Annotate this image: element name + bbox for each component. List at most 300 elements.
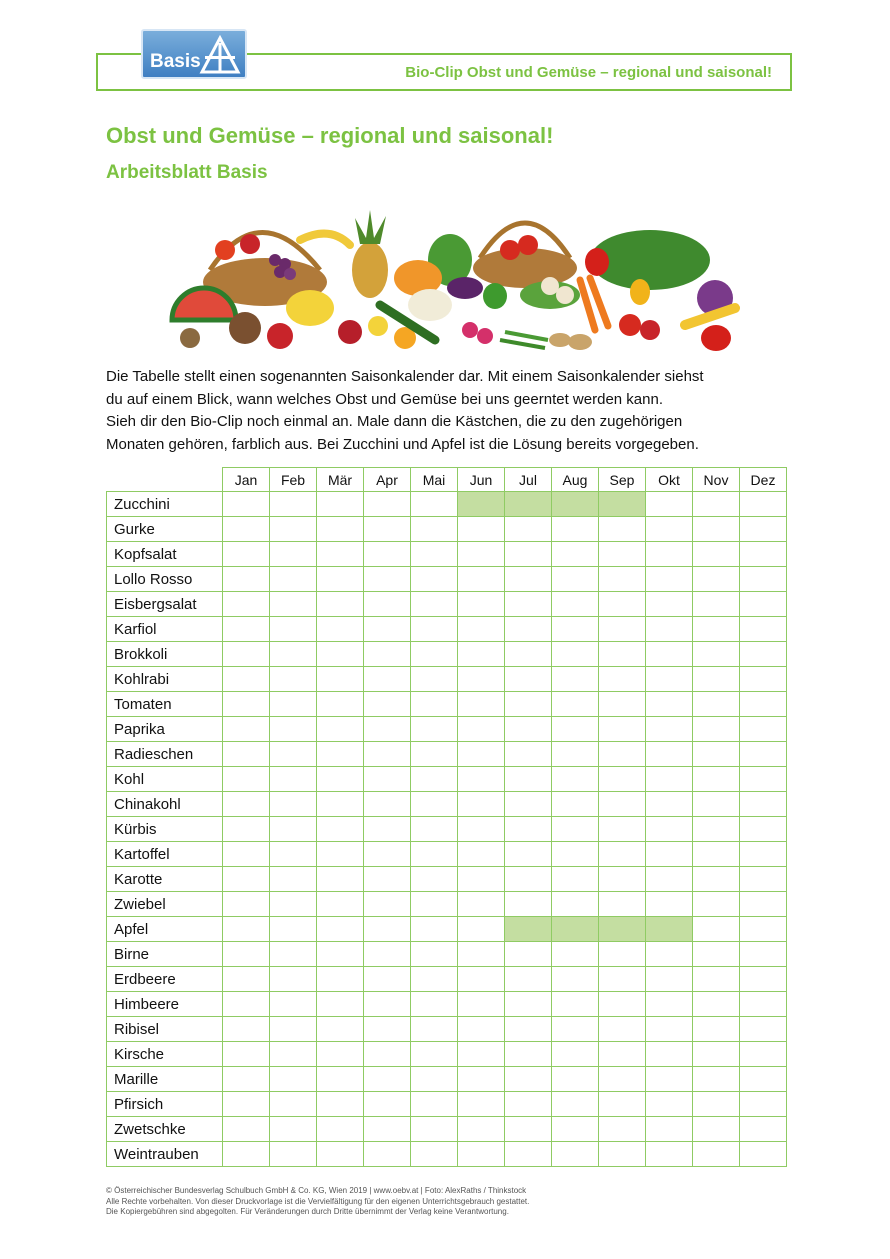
month-cell[interactable]: [599, 917, 646, 942]
month-cell[interactable]: [646, 692, 693, 717]
month-cell[interactable]: [458, 792, 505, 817]
month-cell[interactable]: [223, 992, 270, 1017]
month-cell[interactable]: [364, 692, 411, 717]
month-cell[interactable]: [646, 742, 693, 767]
month-cell[interactable]: [411, 992, 458, 1017]
month-cell[interactable]: [364, 892, 411, 917]
month-cell[interactable]: [740, 717, 787, 742]
month-cell[interactable]: [270, 1042, 317, 1067]
month-cell[interactable]: [740, 517, 787, 542]
month-cell[interactable]: [646, 1092, 693, 1117]
month-cell[interactable]: [599, 892, 646, 917]
month-cell[interactable]: [552, 1092, 599, 1117]
month-cell[interactable]: [270, 1117, 317, 1142]
month-cell[interactable]: [740, 792, 787, 817]
month-cell[interactable]: [693, 567, 740, 592]
month-cell[interactable]: [317, 1067, 364, 1092]
month-cell[interactable]: [411, 842, 458, 867]
month-cell[interactable]: [505, 717, 552, 742]
month-cell[interactable]: [646, 792, 693, 817]
month-cell[interactable]: [740, 1117, 787, 1142]
month-cell[interactable]: [458, 567, 505, 592]
month-cell[interactable]: [693, 1042, 740, 1067]
month-cell[interactable]: [552, 892, 599, 917]
month-cell[interactable]: [364, 517, 411, 542]
month-cell[interactable]: [270, 992, 317, 1017]
month-cell[interactable]: [693, 917, 740, 942]
month-cell[interactable]: [505, 967, 552, 992]
month-cell[interactable]: [270, 667, 317, 692]
month-cell[interactable]: [693, 1067, 740, 1092]
month-cell[interactable]: [505, 742, 552, 767]
month-cell[interactable]: [693, 617, 740, 642]
month-cell[interactable]: [646, 867, 693, 892]
month-cell[interactable]: [411, 542, 458, 567]
month-cell[interactable]: [223, 942, 270, 967]
month-cell[interactable]: [505, 767, 552, 792]
month-cell[interactable]: [693, 792, 740, 817]
month-cell[interactable]: [270, 767, 317, 792]
month-cell[interactable]: [458, 767, 505, 792]
month-cell[interactable]: [223, 667, 270, 692]
month-cell[interactable]: [505, 692, 552, 717]
month-cell[interactable]: [599, 517, 646, 542]
month-cell[interactable]: [411, 817, 458, 842]
month-cell[interactable]: [505, 992, 552, 1017]
month-cell[interactable]: [270, 692, 317, 717]
month-cell[interactable]: [599, 767, 646, 792]
month-cell[interactable]: [740, 967, 787, 992]
month-cell[interactable]: [364, 592, 411, 617]
month-cell[interactable]: [646, 642, 693, 667]
month-cell[interactable]: [505, 517, 552, 542]
month-cell[interactable]: [505, 942, 552, 967]
month-cell[interactable]: [693, 742, 740, 767]
month-cell[interactable]: [599, 992, 646, 1017]
month-cell[interactable]: [552, 1117, 599, 1142]
month-cell[interactable]: [599, 642, 646, 667]
month-cell[interactable]: [270, 592, 317, 617]
month-cell[interactable]: [364, 867, 411, 892]
month-cell[interactable]: [599, 667, 646, 692]
month-cell[interactable]: [223, 492, 270, 517]
month-cell[interactable]: [646, 967, 693, 992]
month-cell[interactable]: [411, 792, 458, 817]
month-cell[interactable]: [411, 742, 458, 767]
month-cell[interactable]: [411, 692, 458, 717]
month-cell[interactable]: [411, 1042, 458, 1067]
month-cell[interactable]: [411, 892, 458, 917]
month-cell[interactable]: [411, 592, 458, 617]
month-cell[interactable]: [693, 767, 740, 792]
month-cell[interactable]: [458, 1067, 505, 1092]
month-cell[interactable]: [364, 917, 411, 942]
month-cell[interactable]: [740, 842, 787, 867]
month-cell[interactable]: [364, 667, 411, 692]
month-cell[interactable]: [552, 692, 599, 717]
month-cell[interactable]: [552, 1017, 599, 1042]
month-cell[interactable]: [223, 892, 270, 917]
month-cell[interactable]: [270, 717, 317, 742]
month-cell[interactable]: [270, 892, 317, 917]
month-cell[interactable]: [411, 492, 458, 517]
month-cell[interactable]: [552, 792, 599, 817]
month-cell[interactable]: [223, 792, 270, 817]
month-cell[interactable]: [317, 692, 364, 717]
month-cell[interactable]: [223, 517, 270, 542]
month-cell[interactable]: [552, 642, 599, 667]
month-cell[interactable]: [458, 692, 505, 717]
month-cell[interactable]: [223, 542, 270, 567]
month-cell[interactable]: [317, 517, 364, 542]
month-cell[interactable]: [646, 917, 693, 942]
month-cell[interactable]: [646, 617, 693, 642]
month-cell[interactable]: [411, 1067, 458, 1092]
month-cell[interactable]: [693, 992, 740, 1017]
month-cell[interactable]: [552, 517, 599, 542]
month-cell[interactable]: [458, 842, 505, 867]
month-cell[interactable]: [270, 517, 317, 542]
month-cell[interactable]: [458, 967, 505, 992]
month-cell[interactable]: [599, 792, 646, 817]
month-cell[interactable]: [693, 892, 740, 917]
month-cell[interactable]: [270, 942, 317, 967]
month-cell[interactable]: [411, 667, 458, 692]
month-cell[interactable]: [458, 642, 505, 667]
month-cell[interactable]: [505, 792, 552, 817]
month-cell[interactable]: [458, 717, 505, 742]
month-cell[interactable]: [223, 1117, 270, 1142]
month-cell[interactable]: [270, 567, 317, 592]
month-cell[interactable]: [505, 892, 552, 917]
month-cell[interactable]: [740, 692, 787, 717]
month-cell[interactable]: [317, 542, 364, 567]
month-cell[interactable]: [599, 617, 646, 642]
month-cell[interactable]: [364, 617, 411, 642]
month-cell[interactable]: [458, 492, 505, 517]
month-cell[interactable]: [505, 617, 552, 642]
month-cell[interactable]: [317, 1042, 364, 1067]
month-cell[interactable]: [693, 842, 740, 867]
month-cell[interactable]: [270, 1067, 317, 1092]
month-cell[interactable]: [458, 667, 505, 692]
month-cell[interactable]: [223, 742, 270, 767]
month-cell[interactable]: [646, 517, 693, 542]
month-cell[interactable]: [317, 992, 364, 1017]
month-cell[interactable]: [270, 917, 317, 942]
month-cell[interactable]: [317, 892, 364, 917]
month-cell[interactable]: [411, 1117, 458, 1142]
month-cell[interactable]: [223, 567, 270, 592]
month-cell[interactable]: [411, 1017, 458, 1042]
month-cell[interactable]: [740, 992, 787, 1017]
month-cell[interactable]: [411, 942, 458, 967]
month-cell[interactable]: [505, 1067, 552, 1092]
month-cell[interactable]: [646, 842, 693, 867]
month-cell[interactable]: [740, 917, 787, 942]
month-cell[interactable]: [693, 692, 740, 717]
month-cell[interactable]: [364, 1017, 411, 1042]
month-cell[interactable]: [740, 867, 787, 892]
month-cell[interactable]: [599, 1067, 646, 1092]
month-cell[interactable]: [552, 992, 599, 1017]
month-cell[interactable]: [223, 1067, 270, 1092]
month-cell[interactable]: [317, 817, 364, 842]
month-cell[interactable]: [552, 617, 599, 642]
month-cell[interactable]: [599, 542, 646, 567]
month-cell[interactable]: [646, 1017, 693, 1042]
month-cell[interactable]: [364, 492, 411, 517]
month-cell[interactable]: [505, 1017, 552, 1042]
month-cell[interactable]: [599, 817, 646, 842]
month-cell[interactable]: [599, 1092, 646, 1117]
month-cell[interactable]: [223, 1017, 270, 1042]
month-cell[interactable]: [364, 767, 411, 792]
month-cell[interactable]: [552, 1042, 599, 1067]
month-cell[interactable]: [740, 542, 787, 567]
month-cell[interactable]: [646, 892, 693, 917]
month-cell[interactable]: [458, 1042, 505, 1067]
month-cell[interactable]: [364, 992, 411, 1017]
month-cell[interactable]: [505, 842, 552, 867]
month-cell[interactable]: [223, 767, 270, 792]
month-cell[interactable]: [740, 592, 787, 617]
month-cell[interactable]: [411, 517, 458, 542]
month-cell[interactable]: [364, 542, 411, 567]
month-cell[interactable]: [270, 492, 317, 517]
month-cell[interactable]: [693, 592, 740, 617]
month-cell[interactable]: [505, 1092, 552, 1117]
month-cell[interactable]: [458, 892, 505, 917]
month-cell[interactable]: [599, 1117, 646, 1142]
month-cell[interactable]: [270, 1142, 317, 1167]
month-cell[interactable]: [693, 1092, 740, 1117]
month-cell[interactable]: [505, 817, 552, 842]
month-cell[interactable]: [458, 617, 505, 642]
month-cell[interactable]: [693, 867, 740, 892]
month-cell[interactable]: [458, 592, 505, 617]
month-cell[interactable]: [599, 492, 646, 517]
month-cell[interactable]: [458, 917, 505, 942]
month-cell[interactable]: [646, 767, 693, 792]
month-cell[interactable]: [693, 967, 740, 992]
month-cell[interactable]: [411, 642, 458, 667]
month-cell[interactable]: [317, 1142, 364, 1167]
month-cell[interactable]: [411, 917, 458, 942]
month-cell[interactable]: [411, 1092, 458, 1117]
month-cell[interactable]: [740, 892, 787, 917]
month-cell[interactable]: [223, 817, 270, 842]
month-cell[interactable]: [599, 567, 646, 592]
month-cell[interactable]: [552, 667, 599, 692]
month-cell[interactable]: [317, 642, 364, 667]
month-cell[interactable]: [693, 817, 740, 842]
month-cell[interactable]: [270, 867, 317, 892]
month-cell[interactable]: [411, 617, 458, 642]
month-cell[interactable]: [317, 592, 364, 617]
month-cell[interactable]: [317, 942, 364, 967]
month-cell[interactable]: [552, 717, 599, 742]
month-cell[interactable]: [740, 942, 787, 967]
month-cell[interactable]: [505, 1042, 552, 1067]
month-cell[interactable]: [552, 742, 599, 767]
month-cell[interactable]: [740, 817, 787, 842]
month-cell[interactable]: [223, 967, 270, 992]
month-cell[interactable]: [740, 1142, 787, 1167]
month-cell[interactable]: [223, 842, 270, 867]
month-cell[interactable]: [364, 1067, 411, 1092]
month-cell[interactable]: [646, 567, 693, 592]
month-cell[interactable]: [646, 1142, 693, 1167]
month-cell[interactable]: [599, 867, 646, 892]
month-cell[interactable]: [740, 617, 787, 642]
month-cell[interactable]: [411, 717, 458, 742]
month-cell[interactable]: [599, 1017, 646, 1042]
month-cell[interactable]: [552, 942, 599, 967]
month-cell[interactable]: [646, 667, 693, 692]
month-cell[interactable]: [505, 542, 552, 567]
month-cell[interactable]: [364, 742, 411, 767]
month-cell[interactable]: [270, 1092, 317, 1117]
month-cell[interactable]: [317, 867, 364, 892]
month-cell[interactable]: [458, 1092, 505, 1117]
month-cell[interactable]: [364, 942, 411, 967]
month-cell[interactable]: [317, 842, 364, 867]
month-cell[interactable]: [270, 817, 317, 842]
month-cell[interactable]: [599, 1042, 646, 1067]
month-cell[interactable]: [458, 1142, 505, 1167]
month-cell[interactable]: [646, 1042, 693, 1067]
month-cell[interactable]: [317, 792, 364, 817]
month-cell[interactable]: [552, 867, 599, 892]
month-cell[interactable]: [552, 767, 599, 792]
month-cell[interactable]: [317, 967, 364, 992]
month-cell[interactable]: [599, 742, 646, 767]
month-cell[interactable]: [270, 967, 317, 992]
month-cell[interactable]: [458, 942, 505, 967]
month-cell[interactable]: [317, 667, 364, 692]
month-cell[interactable]: [317, 492, 364, 517]
month-cell[interactable]: [552, 1067, 599, 1092]
month-cell[interactable]: [740, 492, 787, 517]
month-cell[interactable]: [223, 642, 270, 667]
month-cell[interactable]: [505, 642, 552, 667]
month-cell[interactable]: [693, 492, 740, 517]
month-cell[interactable]: [317, 1092, 364, 1117]
month-cell[interactable]: [411, 967, 458, 992]
month-cell[interactable]: [270, 842, 317, 867]
month-cell[interactable]: [223, 592, 270, 617]
month-cell[interactable]: [364, 1042, 411, 1067]
month-cell[interactable]: [317, 1117, 364, 1142]
month-cell[interactable]: [411, 1142, 458, 1167]
month-cell[interactable]: [552, 567, 599, 592]
month-cell[interactable]: [646, 542, 693, 567]
month-cell[interactable]: [693, 942, 740, 967]
month-cell[interactable]: [693, 717, 740, 742]
month-cell[interactable]: [599, 942, 646, 967]
month-cell[interactable]: [552, 1142, 599, 1167]
month-cell[interactable]: [740, 1067, 787, 1092]
month-cell[interactable]: [364, 792, 411, 817]
month-cell[interactable]: [505, 1142, 552, 1167]
month-cell[interactable]: [458, 1117, 505, 1142]
month-cell[interactable]: [317, 917, 364, 942]
month-cell[interactable]: [552, 917, 599, 942]
month-cell[interactable]: [223, 1042, 270, 1067]
month-cell[interactable]: [552, 492, 599, 517]
month-cell[interactable]: [599, 967, 646, 992]
month-cell[interactable]: [270, 642, 317, 667]
month-cell[interactable]: [364, 967, 411, 992]
month-cell[interactable]: [270, 617, 317, 642]
month-cell[interactable]: [364, 1092, 411, 1117]
month-cell[interactable]: [599, 1142, 646, 1167]
month-cell[interactable]: [505, 917, 552, 942]
month-cell[interactable]: [552, 967, 599, 992]
month-cell[interactable]: [552, 542, 599, 567]
month-cell[interactable]: [740, 667, 787, 692]
month-cell[interactable]: [740, 767, 787, 792]
month-cell[interactable]: [458, 542, 505, 567]
month-cell[interactable]: [458, 817, 505, 842]
month-cell[interactable]: [317, 617, 364, 642]
month-cell[interactable]: [317, 767, 364, 792]
month-cell[interactable]: [505, 492, 552, 517]
month-cell[interactable]: [364, 842, 411, 867]
month-cell[interactable]: [223, 617, 270, 642]
month-cell[interactable]: [364, 1117, 411, 1142]
month-cell[interactable]: [740, 567, 787, 592]
month-cell[interactable]: [270, 792, 317, 817]
month-cell[interactable]: [364, 717, 411, 742]
month-cell[interactable]: [411, 567, 458, 592]
month-cell[interactable]: [270, 1017, 317, 1042]
month-cell[interactable]: [646, 717, 693, 742]
month-cell[interactable]: [458, 517, 505, 542]
month-cell[interactable]: [646, 492, 693, 517]
month-cell[interactable]: [740, 742, 787, 767]
month-cell[interactable]: [740, 1092, 787, 1117]
month-cell[interactable]: [364, 1142, 411, 1167]
month-cell[interactable]: [364, 817, 411, 842]
month-cell[interactable]: [223, 717, 270, 742]
month-cell[interactable]: [599, 717, 646, 742]
month-cell[interactable]: [599, 692, 646, 717]
month-cell[interactable]: [552, 817, 599, 842]
month-cell[interactable]: [693, 542, 740, 567]
month-cell[interactable]: [599, 592, 646, 617]
month-cell[interactable]: [505, 667, 552, 692]
month-cell[interactable]: [646, 992, 693, 1017]
month-cell[interactable]: [693, 642, 740, 667]
month-cell[interactable]: [411, 767, 458, 792]
month-cell[interactable]: [552, 842, 599, 867]
month-cell[interactable]: [505, 592, 552, 617]
month-cell[interactable]: [646, 942, 693, 967]
month-cell[interactable]: [317, 742, 364, 767]
month-cell[interactable]: [505, 867, 552, 892]
month-cell[interactable]: [270, 542, 317, 567]
month-cell[interactable]: [317, 567, 364, 592]
month-cell[interactable]: [364, 567, 411, 592]
month-cell[interactable]: [458, 742, 505, 767]
month-cell[interactable]: [693, 667, 740, 692]
month-cell[interactable]: [505, 1117, 552, 1142]
month-cell[interactable]: [693, 517, 740, 542]
month-cell[interactable]: [458, 1017, 505, 1042]
month-cell[interactable]: [364, 642, 411, 667]
